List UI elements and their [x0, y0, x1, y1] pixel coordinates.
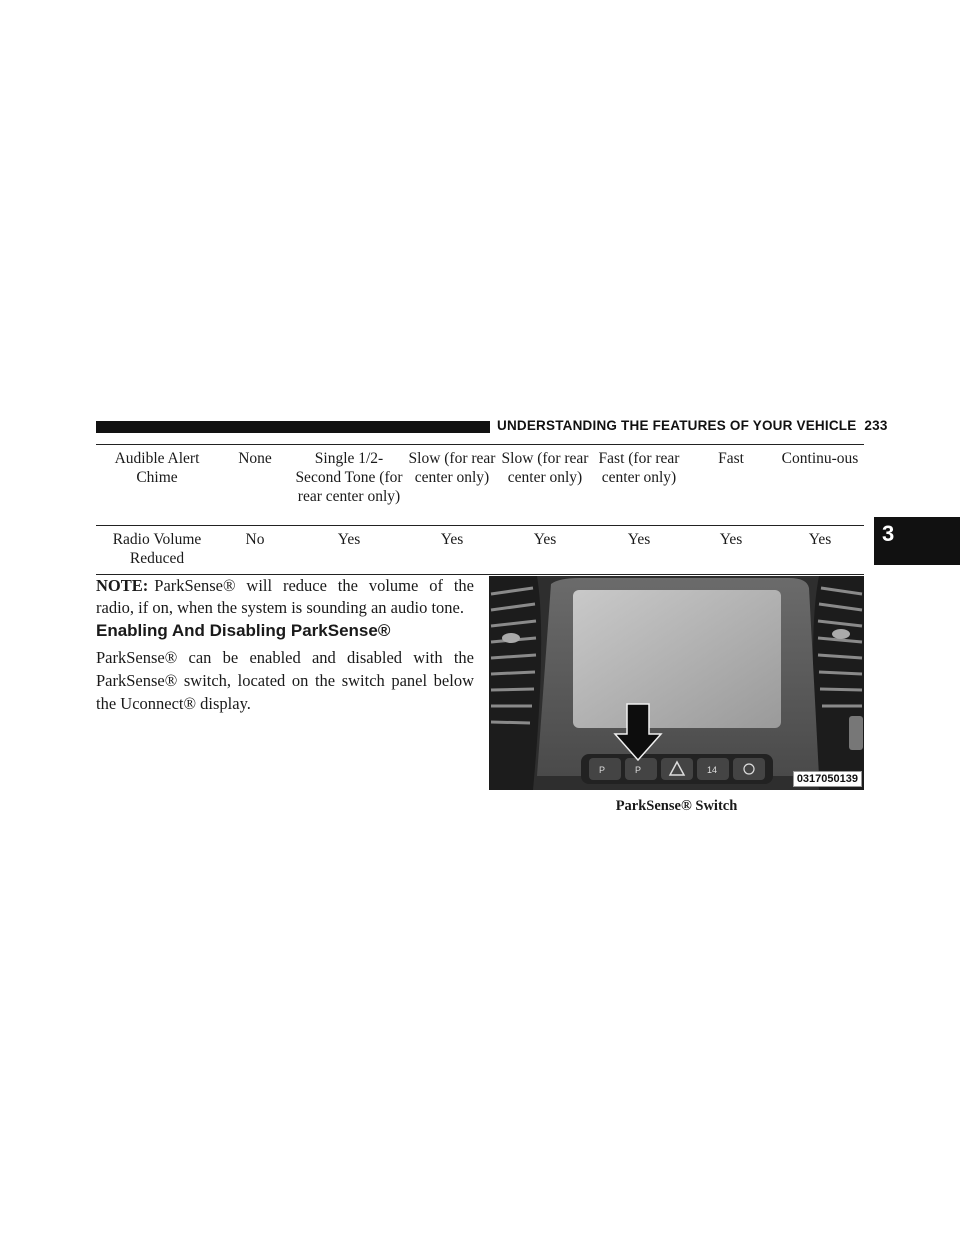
table-cell: Slow (for rear center only) [498, 445, 592, 526]
note-text: ParkSense® will reduce the volume of the radio, if on, when the system is sounding an audio tone. [96, 576, 474, 617]
table-cell: None [218, 445, 292, 526]
dashboard-illustration [489, 576, 864, 790]
body-paragraph: ParkSense® can be enabled and disabled with the ParkSense® switch, located on the switch panel below the Uconnect® display. [96, 648, 474, 713]
note-paragraph [96, 575, 474, 619]
alert-table [96, 444, 864, 575]
right-vent [813, 576, 864, 790]
table-cell: Slow (for rear center only) [406, 445, 498, 526]
table-cell: No [218, 526, 292, 575]
table-cell: Fast [686, 445, 776, 526]
switch-label: P [599, 765, 606, 775]
page-header [497, 418, 888, 433]
table-cell: Fast (for rear center only) [592, 445, 686, 526]
table-cell: Yes [592, 526, 686, 575]
table-cell: Yes [686, 526, 776, 575]
table-cell: Single 1/2-Second Tone (for rear center only) [292, 445, 406, 526]
header-title: UNDERSTANDING THE FEATURES OF YOUR VEHICLE [497, 418, 857, 433]
uconnect-display [573, 590, 781, 728]
figure-code: 0317050139 [793, 771, 862, 787]
row-header: Audible Alert Chime [96, 445, 218, 526]
note-label: NOTE: [96, 576, 149, 595]
parksense-switch-photo [489, 576, 864, 790]
switch-label: 14 [707, 765, 718, 775]
section-heading: Enabling And Disabling ParkSense® [96, 621, 391, 640]
table-cell: Yes [406, 526, 498, 575]
chapter-number: 3 [882, 521, 895, 546]
figure-caption: ParkSense® Switch [615, 798, 738, 814]
table-row [96, 445, 864, 526]
table-cell: Yes [776, 526, 864, 575]
left-vent [489, 576, 541, 790]
page-number: 233 [864, 418, 888, 433]
switch-label: P [635, 765, 642, 775]
table-cell: Continu-ous [776, 445, 864, 526]
table-cell: Yes [292, 526, 406, 575]
table-row [96, 526, 864, 575]
row-header: Radio Volume Reduced [96, 526, 218, 575]
chapter-tab [874, 517, 960, 565]
header-rule [96, 421, 490, 433]
table-cell: Yes [498, 526, 592, 575]
switch-panel [581, 754, 773, 784]
